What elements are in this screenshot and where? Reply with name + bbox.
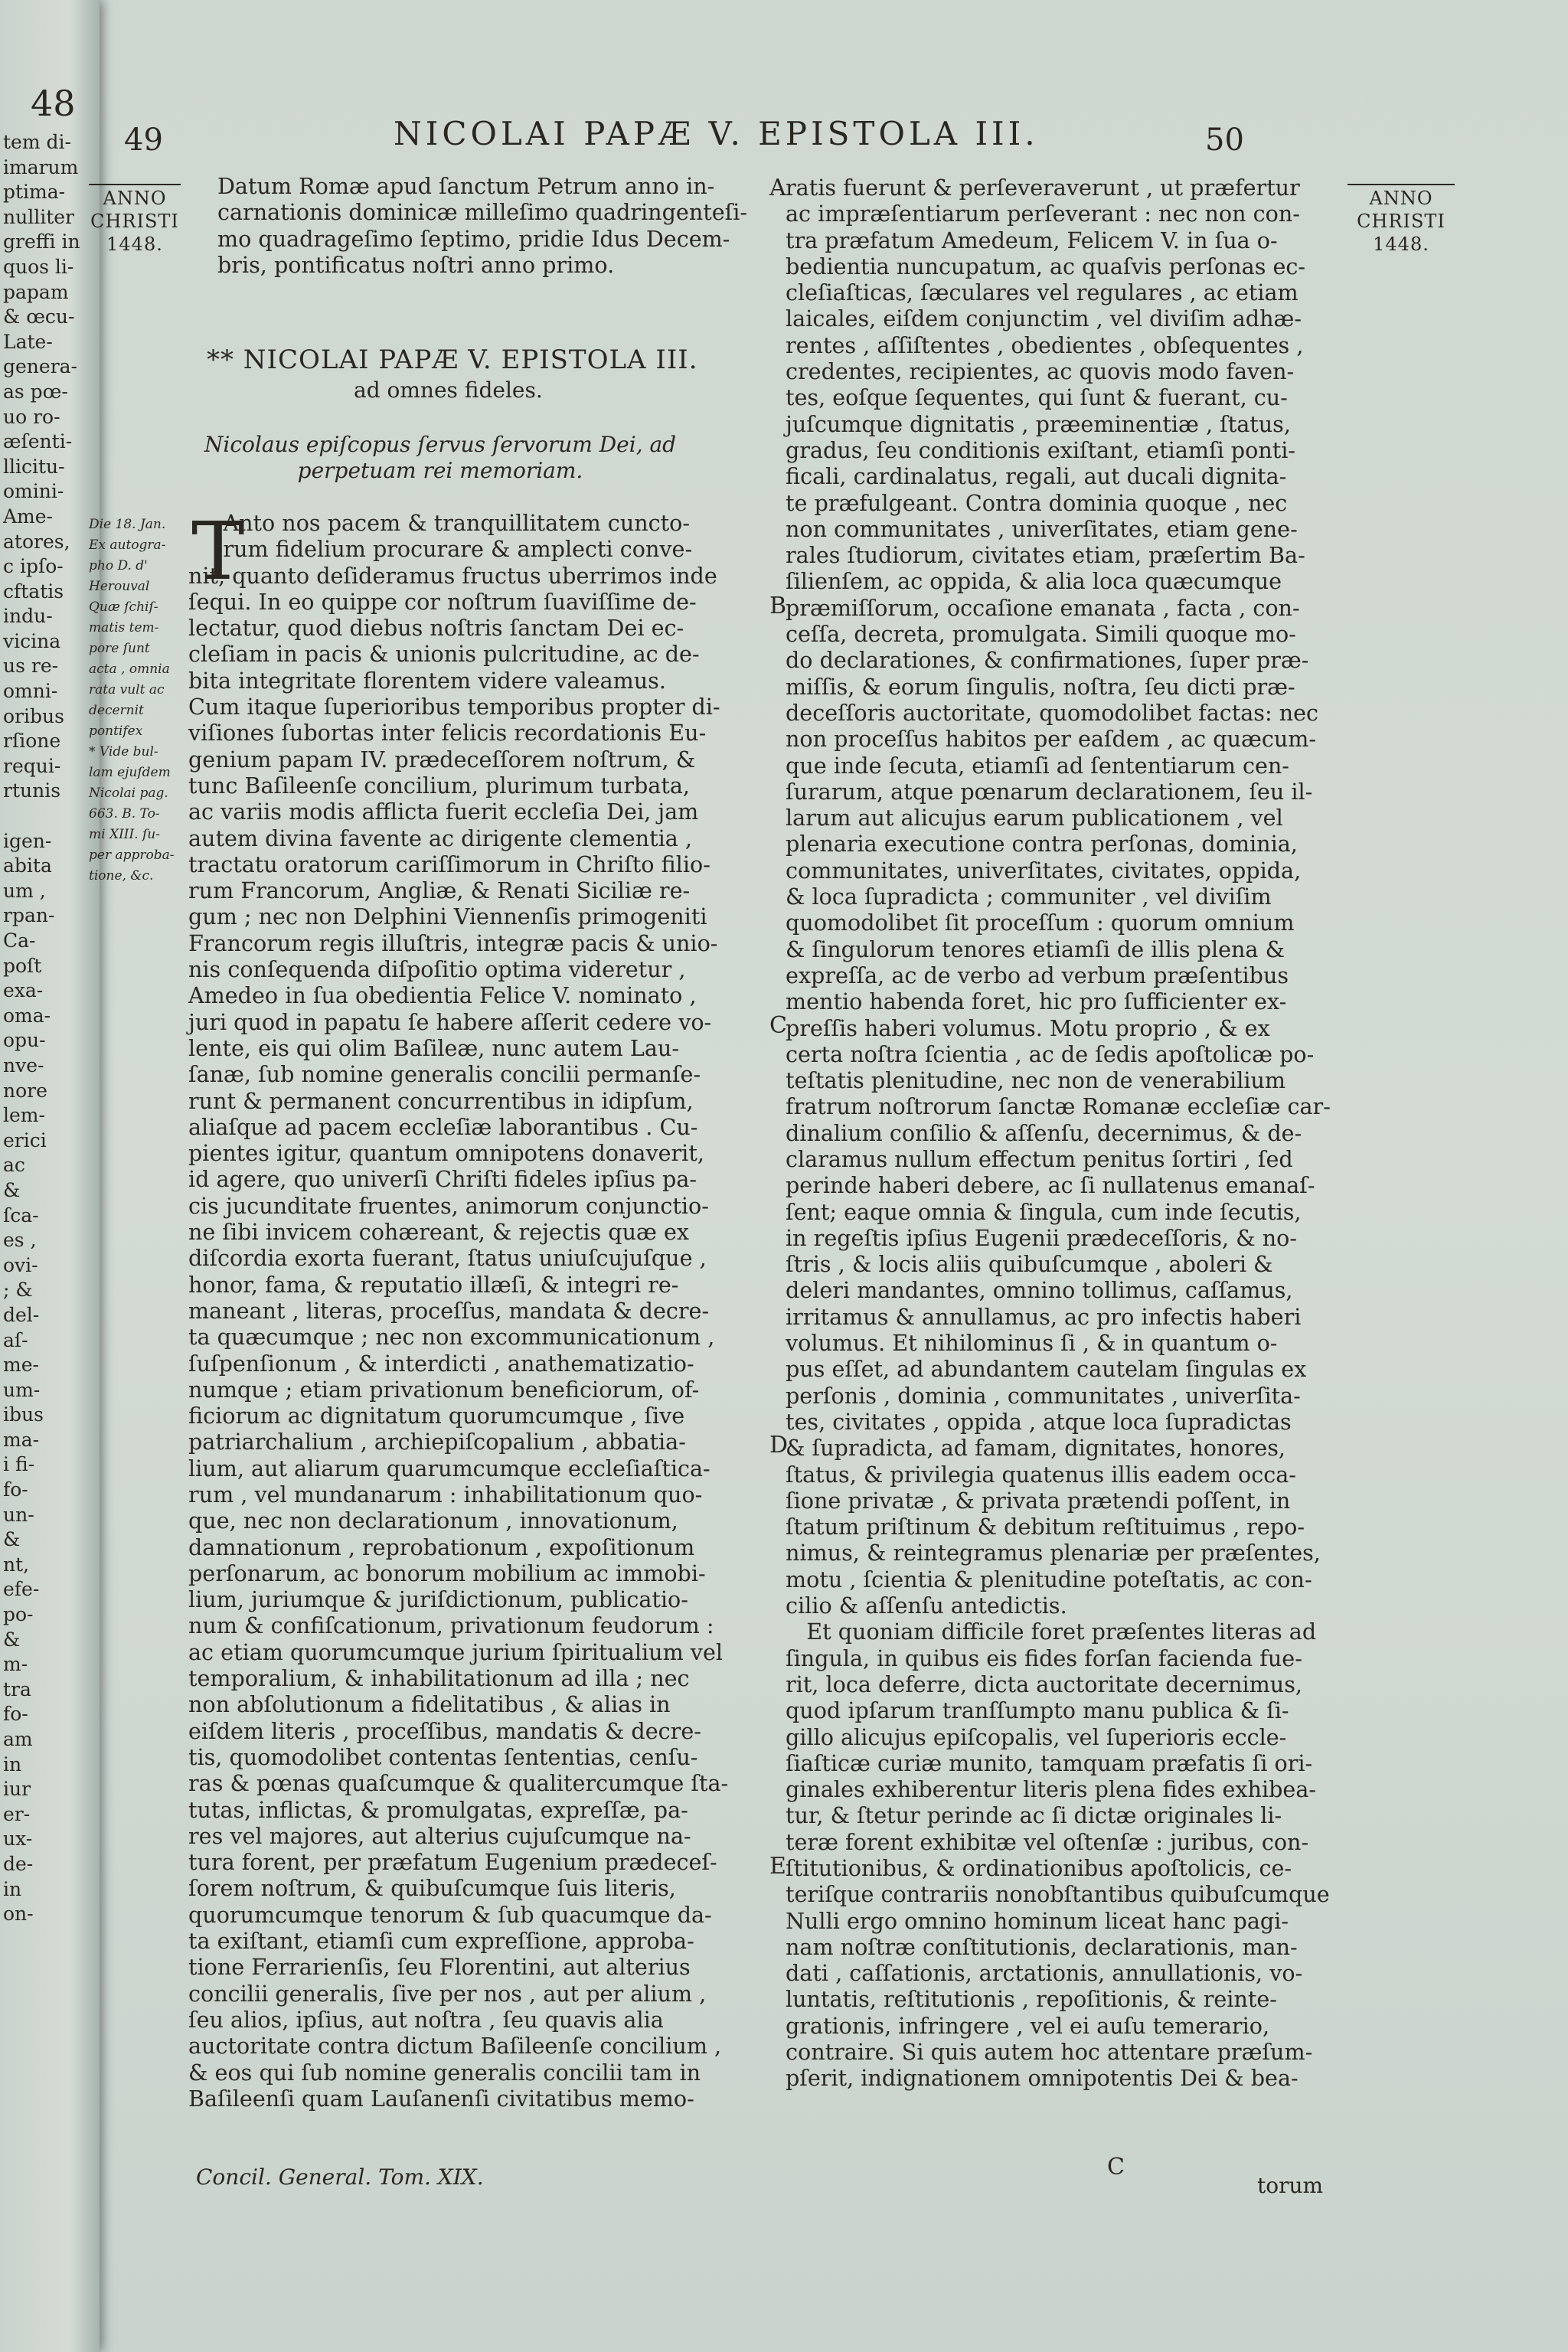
epistola-title: ** NICOLAI PAPÆ V. EPISTOLA III. [207, 345, 698, 375]
drop-capital: T [191, 505, 245, 598]
section-letter-a: A [769, 175, 786, 201]
datum-paragraph: Datum Romæ apud ſanctum Petrum anno in- carnationis dominicæ milleſimo quadringenteſi- mo quadrageſimo ſeptimo, pridie Idus Decem- bris, pontificatus noſtri anno primo. [217, 173, 748, 278]
anno-rule [89, 184, 181, 185]
running-foot: Concil. General. Tom. XIX. [196, 2164, 484, 2190]
anno-year: 1448. [106, 234, 163, 255]
previous-page-text-fragments: tem di- imarum ptima- nulliter greffi in quos li- papam & œcu- Late- genera- as pœ- uo ro- æſenti- llicitu- omini- Ame- atores, c ipſo- cftatis indu- vicina us re- omni- oribus rſione requi- rtunis igen- abita um , rpan- Ca- poſt exa- oma- opu- nve- nore lem- erici ac & ſca- es , ovi- ; & del- aſ- me- um- ibus ma- i fi- fo- un- & nt, efe- po- & m- tra fo- am in iur er- ux- de- in on- [3, 131, 80, 1926]
anno-label: ANNO [103, 188, 167, 209]
left-page-number: 49 [124, 122, 163, 158]
christi-label: CHRISTI [1357, 211, 1446, 232]
marginal-note: Die 18. Jan. Ex autogra- pho D. d' Herouval Quæ ſchiſ- matis tem- pore ſunt acta , omnia rata vult ac decernit pontifex * Vide bul- lam ejuſdem Nicolai pag. 663. B. To- mi XIII. ſu- per approba- tione, &c. [89, 517, 175, 884]
signature-mark: C [1107, 2154, 1125, 2180]
christi-label: CHRISTI [90, 211, 179, 232]
section-letter-d: D [769, 1432, 789, 1459]
incipit: Nicolaus epiſcopus ſervus ſervorum Dei, ad perpetuam rei memoriam. [204, 432, 677, 483]
anno-christi-right [1348, 182, 1455, 256]
anno-year: 1448. [1373, 234, 1429, 255]
previous-page-edge [0, 0, 100, 2352]
section-letter-c: C [769, 1012, 787, 1039]
left-column-body: Anto nos pacem & tranquillitatem cuncto- rum fidelium procurare & amplecti conve- nit, quanto deſideramus fructus uberrimos inde ſequi. In eo quippe cor noſtrum ſuaviſſime de- lectatur, quod diebus noſtris ſanctam Dei ec- cleſiam in pacis & unionis pulcritudine, ac de- bita integritate florentem videre valeamus. Cum itaque ſuperioribus temporibus propter di- viſiones ſubortas inter felicis recordationis Eu- genium papam IV. prædeceſſorem noſtrum, & tunc Baſileenſe concilium, plurimum turbata, ac variis modis afflicta fuerit eccleſia Dei, jam autem divina favente ac dirigente clementia , tractatu oratorum cariſſimorum in Chriſto filio- rum Francorum, Angliæ, & Renati Siciliæ re- gum ; nec non Delphini Viennenſis primogeniti Francorum regis illuſtris, integræ pacis & unio- nis conſequenda diſpoſitio optima videretur , Amedeo in ſua obedientia Felice V. nominato , juri quod in papatu ſe habere aſſerit cedere vo- lente, eis qui olim Baſileæ, nunc autem Lau- ſanæ, ſub nomine generalis concilii permanſe- runt & permanent concurrentibus in idipſum, aliaſque ad pacem eccleſiæ laborantibus . Cu- pientes igitur, quantum omnipotens donaverit, id agere, quo univerſi Chriſti fideles ipſius pa- cis jucunditate fruentes, animorum conjunctio- ne ſibi invicem cohæreant, & rejectis quæ ex diſcordia exorta fuerant, ſtatus uniuſcujuſque , honor, fama, & reputatio illæſi, & integri re- maneant , literas, proceſſus, mandata & decre- ta quæcumque ; nec non excommunicationum , ſuſpenſionum , & interdicti , anathematizatio- numque ; etiam privationum beneficiorum, of- ficiorum ac dignitatum quorumcumque , ſive patriarchalium , archiepiſcopalium , abbatia- lium, aut aliarum quarumcumque eccleſiaſtica- rum , vel mundanarum : inhabilitationum quo- que, nec non declarationum , innovationum, damnationum , reprobationum , expoſitionum perſonarum, ac bonorum mobilium ac immobi- lium, juriumque & juriſdictionum, publicatio- num & confiſcationum, privationum feudorum : ac etiam quorumcumque jurium ſpiritualium vel temporalium, & inhabilitationum ad illa ; nec non abſolutionum a fidelitatibus , & alias in eiſdem literis , proceſſibus, mandatis & decre- tis, quomodolibet contentas ſententias, cenſu- ras & pœnas quaſcumque & qualitercumque ſta- tutas, inflictas, & promulgatas, expreſſæ, pa- res vel majores, aut alterius cujuſcumque na- tura forent, per præfatum Eugenium prædeceſ- ſorem noſtrum, & quibuſcumque ſuis literis, quorumcumque tenorum & ſub quacumque da- ta exiſtant, etiamſi cum expreſſione, approba- tione Ferrarienſis, ſeu Florentini, aut alterius concilii generalis, ſive per nos , aut per alium , ſeu alios, ipſius, aut noſtra , ſeu quavis alia auctoritate contra dictum Baſileenſe concilium , & eos qui ſub nomine generalis concilii tam in Baſileenſi quam Lauſanenſi civitatibus memo- [188, 510, 729, 2112]
right-page-number: 50 [1205, 122, 1244, 158]
running-title: NICOLAI PAPÆ V. EPISTOLA III. [394, 115, 1039, 152]
epistola-subtitle: ad omnes fideles. [354, 377, 543, 403]
section-letter-b: B [769, 593, 787, 619]
catchword: torum [1257, 2173, 1324, 2198]
section-letter-e: E [769, 1853, 786, 1880]
right-column-body: ratis fuerunt & perſeveraverunt , ut præfertur ac impræſentiarum perſeverant : nec non con- tra præfatum Amedeum, Felicem V. in ſua o- bedientia nuncupatum, ac quaſvis perſonas ec- cleſiaſticas, ſæculares vel regulares , ac etiam laicales, eiſdem conjunctim , vel diviſim adhæ- rentes , aſſiſtentes , obedientes , obſequentes , credentes, recipientes, ac quovis modo faven- tes, eoſque ſequentes, qui ſunt & fuerant, cu- juſcumque dignitatis , præeminentiæ , ſtatus, gradus, ſeu conditionis exiſtant, etiamſi ponti- ficali, cardinalatus, regali, aut ducali dignita- te præfulgeant. Contra dominia quoque , nec non communitates , univerſitates, etiam gene- rales ſtudiorum, civitates etiam, præſertim Ba- ſilienſem, ac oppida, & alia loca quæcumque præmiſſorum, occaſione emanata , facta , con- ceſſa, decreta, promulgata. Simili quoque mo- do declarationes, & confirmationes, ſuper præ- miſſis, & eorum ſingulis, noſtra, ſeu dicti præ- deceſſoris auctoritate, quomodolibet factas: nec non proceſſus habitos per eaſdem , ac quæcum- que inde ſecuta, etiamſi ad ſententiarum cen- ſurarum, atque pœnarum declarationem, ſeu il- larum aut alicujus earum publicationem , vel plenaria executione contra perſonas, dominia, communitates, univerſitates, civitates, oppida, & loca ſupradicta ; communiter , vel diviſim quomodolibet ſit proceſſum : quorum omnium & ſingulorum tenores etiamſi de illis plena & expreſſa, ac de verbo ad verbum præſentibus mentio habenda foret, hic pro ſufficienter ex- preſſis haberi volumus. Motu proprio , & ex certa noſtra ſcientia , ac de ſedis apoſtolicæ po- teſtatis plenitudine, nec non de venerabilium fratrum noſtrorum ſanctæ Romanæ eccleſiæ car- dinalium conſilio & aſſenſu, decernimus, & de- claramus nullum effectum penitus ſortiri , ſed perinde haberi debere, ac ſi nullatenus emanaſ- ſent; eaque omnia & ſingula, cum inde ſecutis, in regeſtis ipſius Eugenii prædeceſſoris, & no- ſtris , & locis aliis quibuſcumque , aboleri & deleri mandantes, omnino tollimus, caſſamus, irritamus & annullamus, ac pro infectis haberi volumus. Et nihilominus ſi , & in quantum o- pus eſſet, ad abundantem cautelam ſingulas ex perſonis , dominia , communitates , univerſita- tes, civitates , oppida , atque loca ſupradictas & ſupradicta, ad famam, dignitates, honores, ſtatus, & privilegia quatenus illis eadem occa- ſione privatæ , & privata prætendi poſſent, in ſtatum priſtinum & debitum reſtituimus , repo- nimus, & reintegramus plenariæ per præſentes, motu , ſcientia & plenitudine poteſtatis, ac con- cilio & aſſenſu antedictis. Et quoniam difficile foret præſentes literas ad ſingula, in quibus eis fides forſan facienda fue- rit, loca deferre, dicta auctoritate decernimus, quod ipſarum tranſſumpto manu publica & ſi- gillo alicujus epiſcopalis, vel ſuperioris eccle- ſiaſticæ curiæ munito, tamquam præfatis ſi ori- ginales exhiberentur literis plena fides exhibea- tur, & ſtetur perinde ac ſi dictæ originales li- teræ forent exhibitæ vel oſtenſæ : juribus, con- ſtitutionibus, & ordinationibus apoſtolicis, ce- teriſque contrariis nonobſtantibus quibuſcumque Nulli ergo omnino hominum liceat hanc pagi- nam noſtræ conſtitutionis, declarationis, man- dati , caſſationis, arctationis, annullationis, vo- luntatis, reſtitutionis , repoſitionis, & reinte- grationis, infringere , vel ei auſu temerario, contraire. Si quis autem hoc attentare præſum- pſerit, indignationem omnipotentis Dei & bea- [786, 175, 1331, 2092]
anno-label: ANNO [1369, 188, 1433, 209]
previous-page-number: 48 [31, 83, 76, 124]
anno-christi-left [89, 182, 181, 256]
anno-rule [1348, 184, 1455, 185]
